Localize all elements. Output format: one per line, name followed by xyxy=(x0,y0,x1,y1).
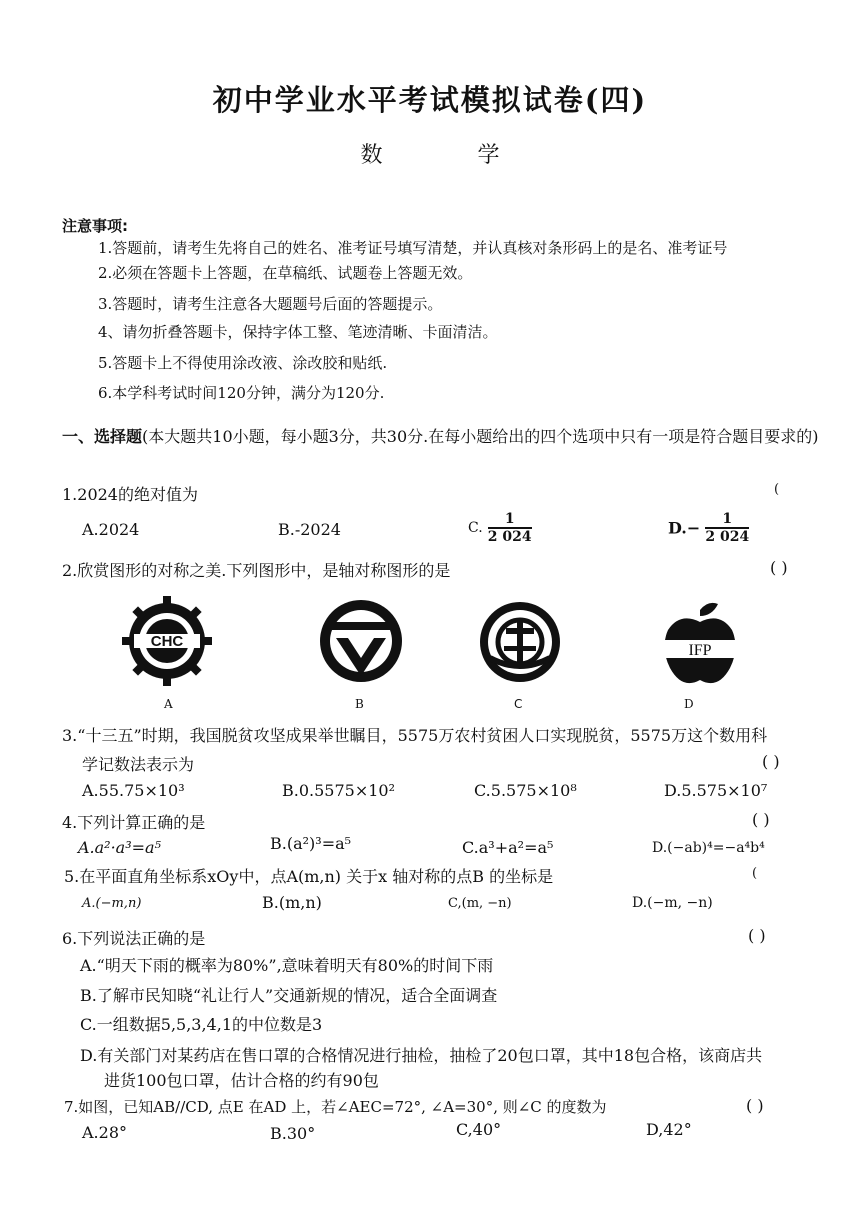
question-4-option-c: C.a³+a²=a⁵ xyxy=(462,838,554,857)
question-2-stem: 2.欣赏图形的对称之美.下列图形中，是轴对称图形的是 xyxy=(62,561,451,580)
section-description: (本大题共10小题，每小题3分，共30分.在每小题给出的四个选项中只有一项是符合题目要求的) xyxy=(142,427,819,446)
question-3-option-a: A.55.75×10³ xyxy=(82,781,185,800)
notice-item-1: 1.答题前，请考生先将自己的姓名、准考证号填写清楚，并认真核对条形码上的是名、准考证号 xyxy=(98,239,728,257)
question-2-label-d: D xyxy=(684,697,694,711)
question-7-option-a: A.28° xyxy=(82,1123,127,1142)
logo-a-text: CHC xyxy=(150,633,184,650)
section-heading xyxy=(62,423,832,451)
question-5-option-d: D.(−m, −n) xyxy=(632,895,713,911)
option-d-fraction xyxy=(705,511,749,545)
question-1-option-a: A.2024 xyxy=(82,520,140,539)
question-6-answer-bracket: ( ) xyxy=(748,926,766,945)
question-7-option-b: B.30° xyxy=(270,1124,316,1143)
question-1-option-b: B.-2024 xyxy=(278,520,341,539)
question-6-stem: 6.下列说法正确的是 xyxy=(62,929,206,948)
question-2-label-a: A xyxy=(164,697,173,711)
question-5-option-c: C,(m, −n) xyxy=(448,896,512,911)
logo-d-text: IFP xyxy=(688,642,712,659)
question-7-option-c: C,40° xyxy=(456,1120,502,1139)
logo-a-gear-icon xyxy=(120,594,214,688)
question-3-stem-line-2: 学记数法表示为 xyxy=(82,755,195,774)
notice-item-3: 3.答题时，请考生注意各大题题号后面的答题提示。 xyxy=(98,295,443,313)
notice-item-2: 2.必须在答题卡上答题，在草稿纸、试题卷上答题无效。 xyxy=(98,264,473,282)
option-c-prefix: C. xyxy=(468,520,483,536)
option-d-prefix: D.− xyxy=(668,518,701,538)
question-3-option-d: D.5.575×10⁷ xyxy=(664,781,768,800)
question-6-option-b: B.了解市民知晓“礼让行人”交通新规的情况，适合全面调查 xyxy=(80,986,498,1005)
question-4-option-a: A.a²·a³=a⁵ xyxy=(78,838,161,857)
question-7-stem: 7.如图，已知AB//CD, 点E 在AD 上，若∠AEC=72°, ∠A=30°, 则∠C 的度数为 xyxy=(64,1098,607,1116)
notice-item-5: 5.答题卡上不得使用涂改液、涂改胶和贴纸. xyxy=(98,354,388,372)
question-3-option-b: B.0.5575×10² xyxy=(282,781,396,800)
question-5-answer-bracket: ( xyxy=(752,866,758,881)
question-1-stem: 1.2024的绝对值为 xyxy=(62,485,198,504)
question-2-label-c: C xyxy=(514,697,523,711)
question-3-answer-bracket: ( ) xyxy=(762,752,780,771)
question-6-option-a: A.“明天下雨的概率为80%”,意味着明天有80%的时间下雨 xyxy=(80,956,494,975)
question-7-answer-bracket: ( ) xyxy=(746,1096,764,1115)
option-c-fraction xyxy=(488,511,532,545)
question-7-option-d: D,42° xyxy=(646,1120,692,1139)
question-6-option-d-line-1: D.有关部门对某药店在售口罩的合格情况进行抽检，抽检了20包口罩，其中18包合格，该商店共 xyxy=(80,1046,763,1065)
option-c-denominator: 2 024 xyxy=(487,529,532,545)
notice-heading: 注意事项: xyxy=(62,217,128,235)
question-1-option-c xyxy=(468,511,532,545)
question-1-option-d xyxy=(668,511,749,545)
logo-c-ring-icon xyxy=(478,600,562,684)
question-5-option-b: B.(m,n) xyxy=(262,893,322,912)
notice-item-4: 4、请勿折叠答题卡，保持字体工整、笔迹清晰、卡面清洁。 xyxy=(98,323,498,341)
question-4-answer-bracket: ( ) xyxy=(752,810,770,829)
question-4-stem: 4.下列计算正确的是 xyxy=(62,813,206,832)
question-6-option-d-line-2: 进货100包口罩，估计合格的约有90包 xyxy=(104,1071,379,1090)
question-3-stem-line-1: 3.“十三五”时期，我国脱贫攻坚成果举世瞩目，5575万农村贫困人口实现脱贫，5575万这个数用科 xyxy=(62,726,768,745)
question-2-label-b: B xyxy=(355,697,364,711)
logo-b-v-icon xyxy=(318,598,404,684)
question-4-option-d: D.(−ab)⁴=−a⁴b⁴ xyxy=(652,840,765,856)
question-3-option-c: C.5.575×10⁸ xyxy=(474,781,577,800)
logo-d-apple-icon xyxy=(660,600,740,692)
option-d-numerator: 1 xyxy=(705,511,749,529)
subject-title: 数 学 xyxy=(360,143,544,168)
option-c-numerator: 1 xyxy=(488,511,532,529)
notice-item-6: 6.本学科考试时间120分钟，满分为120分. xyxy=(98,384,385,402)
exam-title: 初中学业水平考试模拟试卷(四) xyxy=(212,83,648,117)
section-label: 一、选择题 xyxy=(62,427,143,446)
option-d-denominator: 2 024 xyxy=(705,529,750,545)
question-2-answer-bracket: ( ) xyxy=(770,558,788,577)
question-5-stem: 5.在平面直角坐标系xOy中，点A(m,n) 关于x 轴对称的点B 的坐标是 xyxy=(64,867,554,886)
question-6-option-c: C.一组数据5,5,3,4,1的中位数是3 xyxy=(80,1015,323,1034)
question-4-option-b: B.(a²)³=a⁵ xyxy=(270,834,352,853)
question-1-answer-bracket: ( xyxy=(774,482,780,497)
question-5-option-a: A.(−m,n) xyxy=(82,896,142,911)
